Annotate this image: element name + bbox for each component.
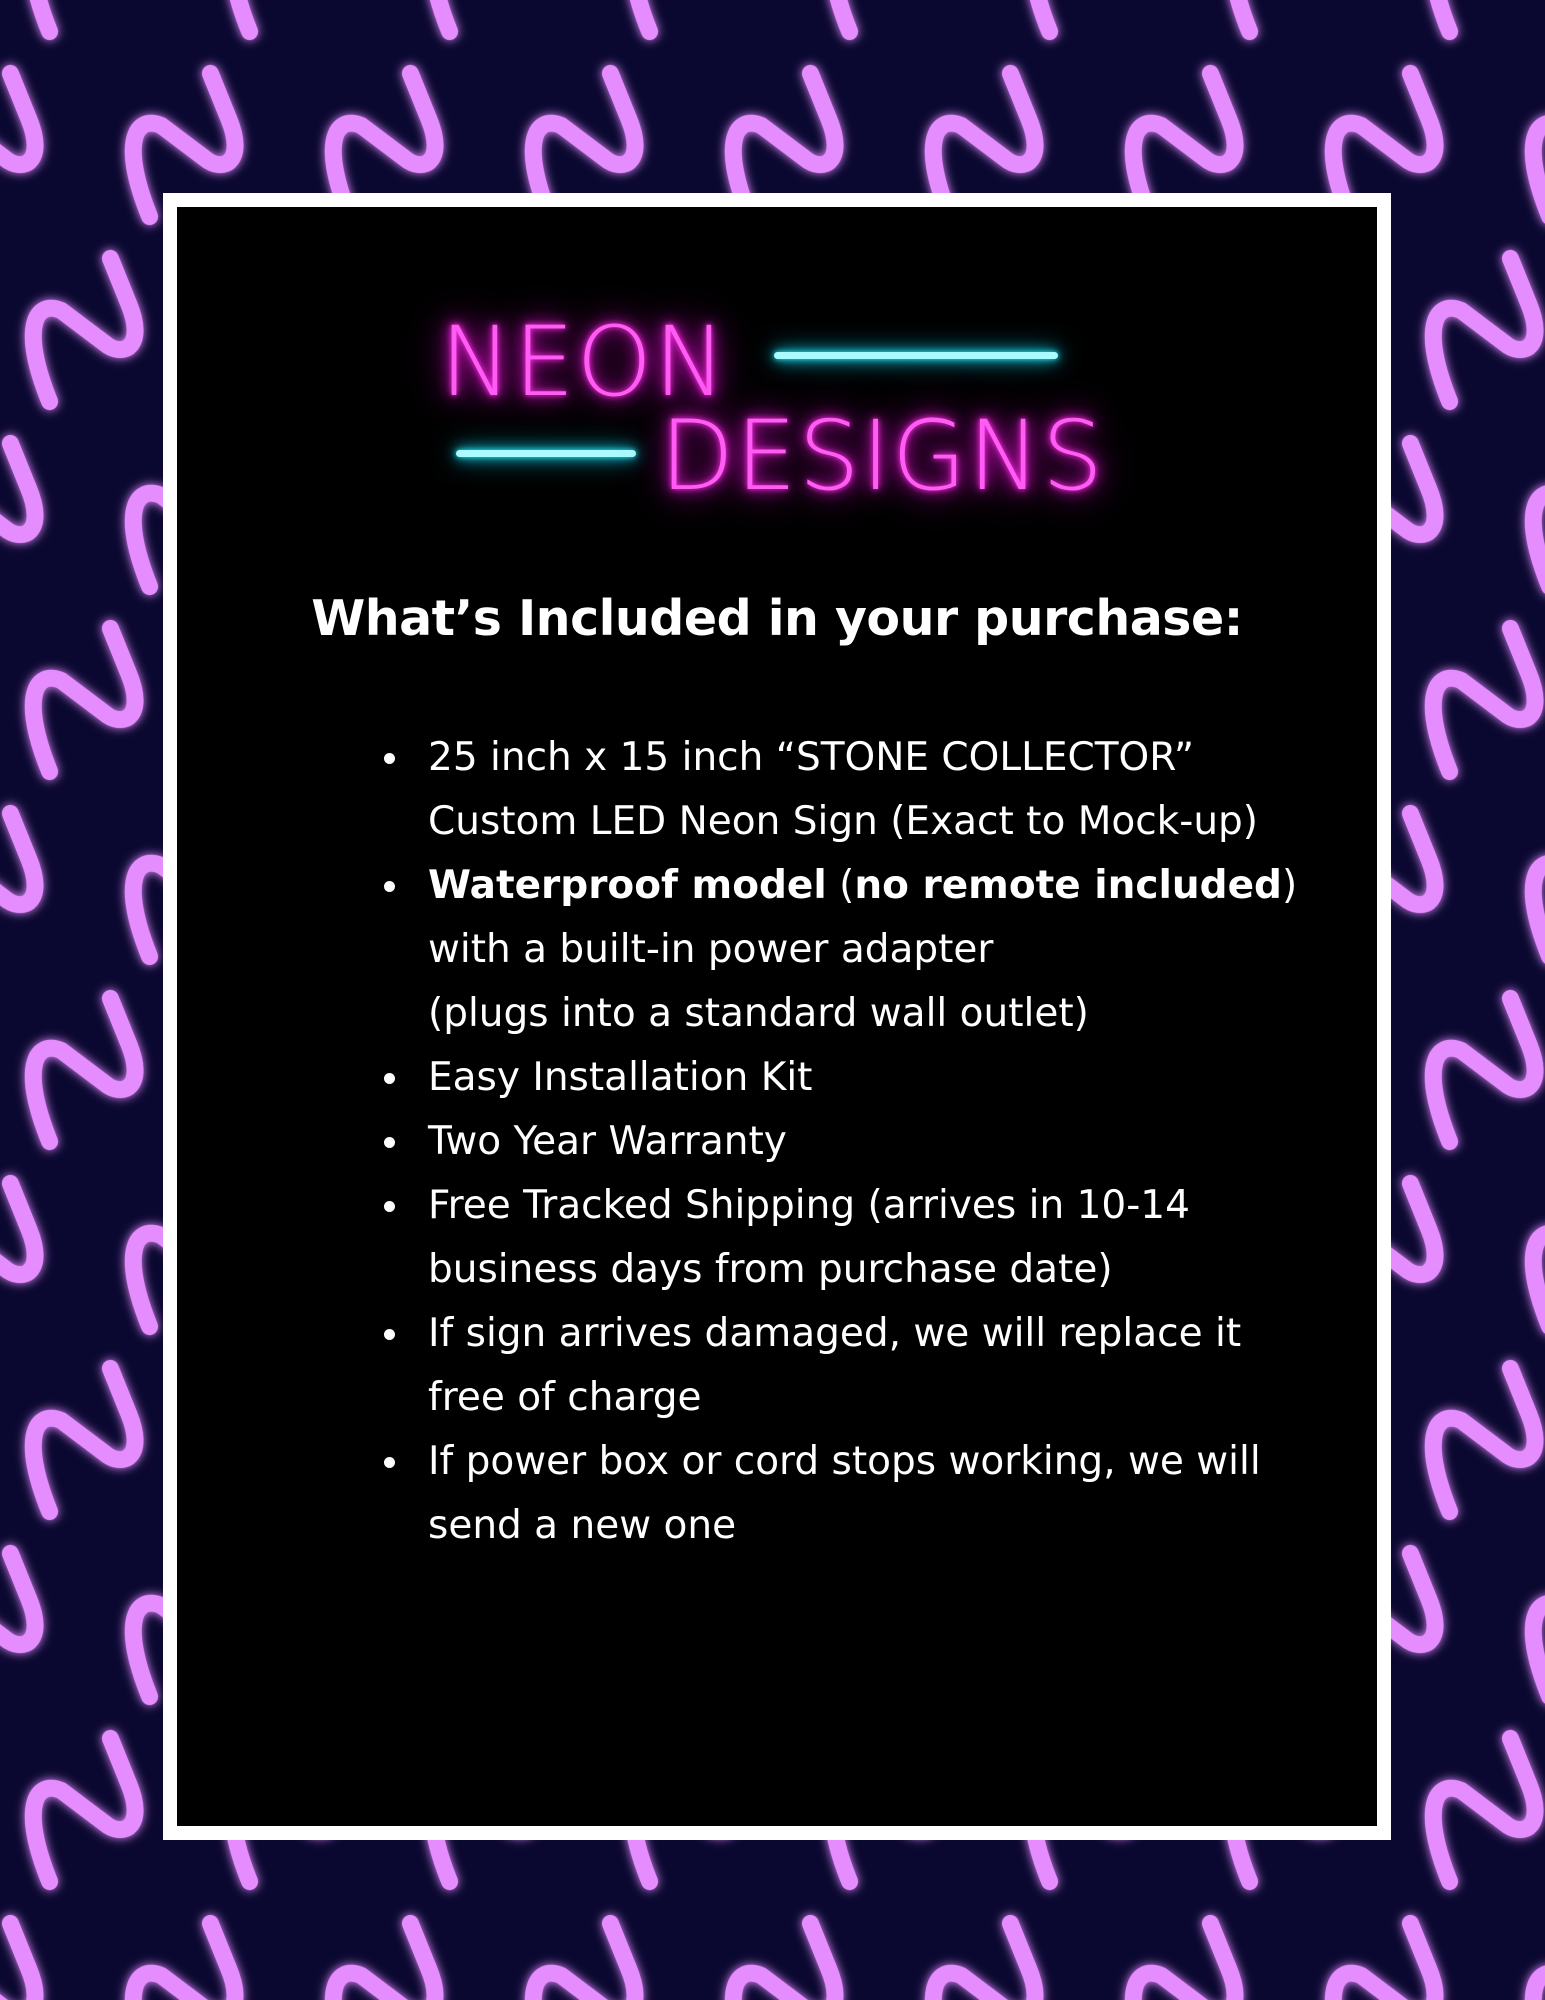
list-item — [428, 1430, 1328, 1558]
list-item-text: ) with a built-in power adapter — [428, 863, 1298, 972]
list-item — [428, 1110, 1328, 1174]
list-item-text: Free Tracked Shipping (arrives in 10-14 business days from purchase date) — [428, 1183, 1190, 1292]
list-item — [428, 854, 1328, 1046]
list-item-text: Two Year Warranty — [428, 1119, 787, 1164]
logo-cyan-bar-upper — [774, 352, 1058, 359]
list-item-bold-text: Waterproof model — [428, 863, 827, 908]
list-item-text: (plugs into a standard wall outlet) — [428, 991, 1089, 1036]
list-item-bold-text: no remote included — [854, 863, 1282, 908]
list-item — [428, 1046, 1328, 1110]
list-item-text: If sign arrives damaged, we will replace it free of charge — [428, 1311, 1242, 1420]
list-item — [428, 1174, 1328, 1302]
list-item-text: 25 inch x 15 inch “STONE COLLECTOR” Custom LED Neon Sign (Exact to Mock-up) — [428, 735, 1259, 844]
list-item — [428, 726, 1328, 854]
neon-designs-logo — [440, 296, 1105, 516]
included-items-list — [370, 726, 1328, 1558]
list-item-text: ( — [826, 863, 855, 908]
list-item — [428, 1302, 1328, 1430]
logo-cyan-bar-lower — [456, 450, 636, 457]
list-item-text: Easy Installation Kit — [428, 1055, 813, 1100]
logo-word-designs: DESIGNS — [660, 400, 1105, 512]
section-heading: What’s Included in your purchase: — [311, 590, 1243, 647]
list-item-text: If power box or cord stops working, we will send a new one — [428, 1439, 1261, 1548]
logo-word-neon: NEON — [440, 306, 728, 418]
